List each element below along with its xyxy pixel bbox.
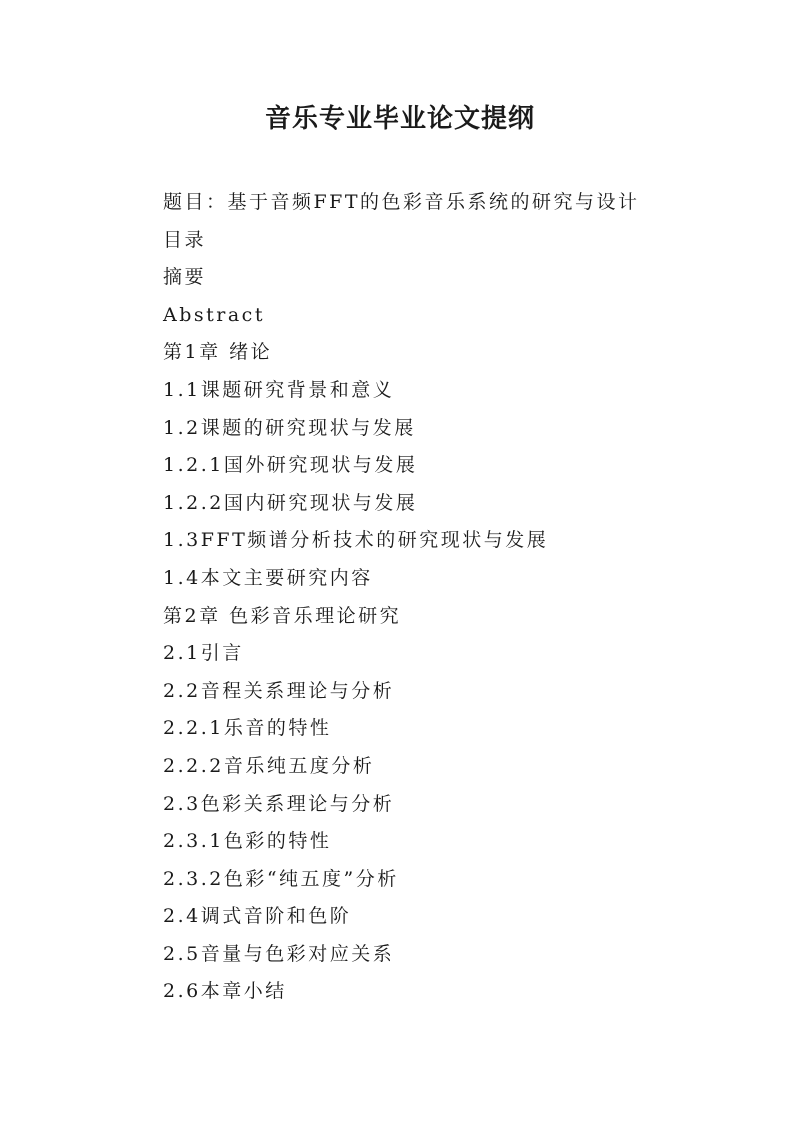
outline-item-abstract-cn: 摘要 <box>163 266 207 289</box>
outline-subsection: 1.2.1国外研究现状与发展 <box>163 454 418 477</box>
outline-section: 2.1引言 <box>163 642 244 665</box>
outline-subsection: 1.2.2国内研究现状与发展 <box>163 491 418 514</box>
outline-subsection: 2.3.2色彩“纯五度”分析 <box>163 867 399 890</box>
outline-subsection: 2.2.1乐音的特性 <box>163 717 332 740</box>
outline-item-abstract-en: Abstract <box>163 303 265 326</box>
outline-section: 1.1课题研究背景和意义 <box>163 378 395 401</box>
outline-topic: 题目：基于音频FFT的色彩音乐系统的研究与设计 <box>163 191 640 213</box>
outline-chapter-1: 第1章 绪论 <box>163 341 273 364</box>
outline-subsection: 2.2.2音乐纯五度分析 <box>163 754 375 777</box>
outline-section: 2.2音程关系理论与分析 <box>163 679 395 702</box>
outline-section: 1.3FFT频谱分析技术的研究现状与发展 <box>163 529 549 552</box>
outline-item-toc: 目录 <box>163 228 207 251</box>
outline-section: 2.5音量与色彩对应关系 <box>163 942 395 965</box>
outline-section: 1.2课题的研究现状与发展 <box>163 416 416 439</box>
document-title: 音乐专业毕业论文提纲 <box>264 104 535 134</box>
outline-section: 1.4本文主要研究内容 <box>163 566 373 589</box>
outline-section: 2.4调式音阶和色阶 <box>163 905 352 928</box>
outline-list <box>163 184 763 1011</box>
outline-chapter-2: 第2章 色彩音乐理论研究 <box>163 604 402 627</box>
outline-section: 2.6本章小结 <box>163 980 287 1003</box>
outline-subsection: 2.3.1色彩的特性 <box>163 830 332 853</box>
outline-section: 2.3色彩关系理论与分析 <box>163 792 395 815</box>
